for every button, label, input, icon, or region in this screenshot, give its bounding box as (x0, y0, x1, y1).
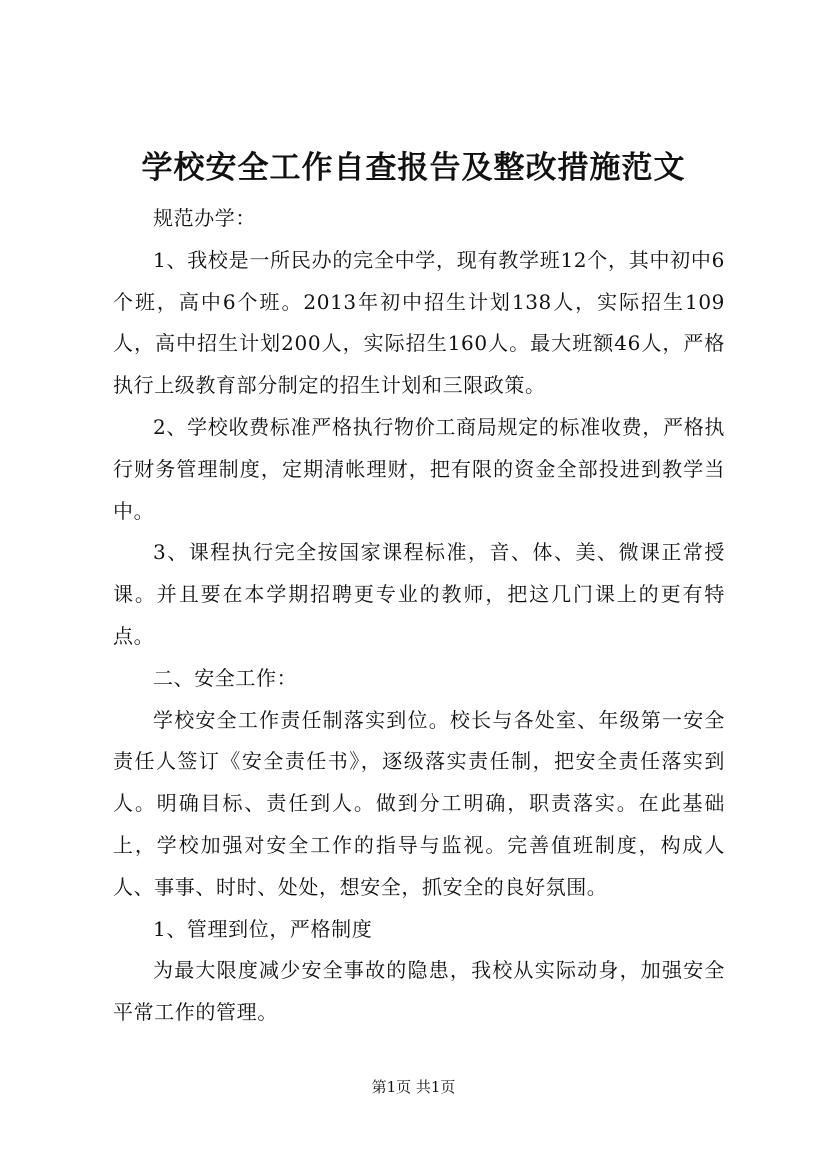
document-body (113, 198, 725, 1034)
paragraph-accident-prevention: 为最大限度减少安全事故的隐患，我校从实际动身，加强安全平常工作的管理。 (113, 958, 725, 1025)
paragraph-safety-responsibility: 学校安全工作责任制落实到位。校长与各处室、年级第一安全责任人签订《安全责任书》，逐级落实责任制，把安全责任落实到人。明确目标、责任到人。做到分工明确，职责落实。在此基础上，学校加强对安全工作的指导与监视。完善值班制度，构成人人、事事、时时、处处，想安全，抓安全的良好氛围。 (113, 707, 725, 899)
paragraph-heading-safety-work: 二、安全工作： (153, 665, 298, 690)
paragraph-enrollment: 1、我校是一所民办的完全中学，现有教学班12个，其中初中6个班，高中6个班。2013年初中招生计划138人，实际招生109人，高中招生计划200人，实际招生160人。最大班额46人，严格执行上级教育部分制定的招生计划和三限政策。 (113, 247, 725, 398)
paragraph-fees: 2、学校收费标准严格执行物价工商局规定的标准收费，严格执行财务管理制度，定期清帐理财，把有限的资金全部投进到教学当中。 (113, 414, 725, 523)
page-number-footer: 第1页 共1页 (371, 1078, 456, 1096)
document-title: 学校安全工作自查报告及整改措施范文 (141, 150, 686, 186)
paragraph-heading-regulated-schooling: 规范办学： (153, 206, 256, 230)
paragraph-curriculum: 3、课程执行完全按国家课程标准，音、体、美、微课正常授课。并且要在本学期招聘更专业的教师，把这几门课上的更有特点。 (113, 540, 725, 648)
paragraph-heading-management: 1、管理到位，严格制度 (153, 916, 373, 941)
